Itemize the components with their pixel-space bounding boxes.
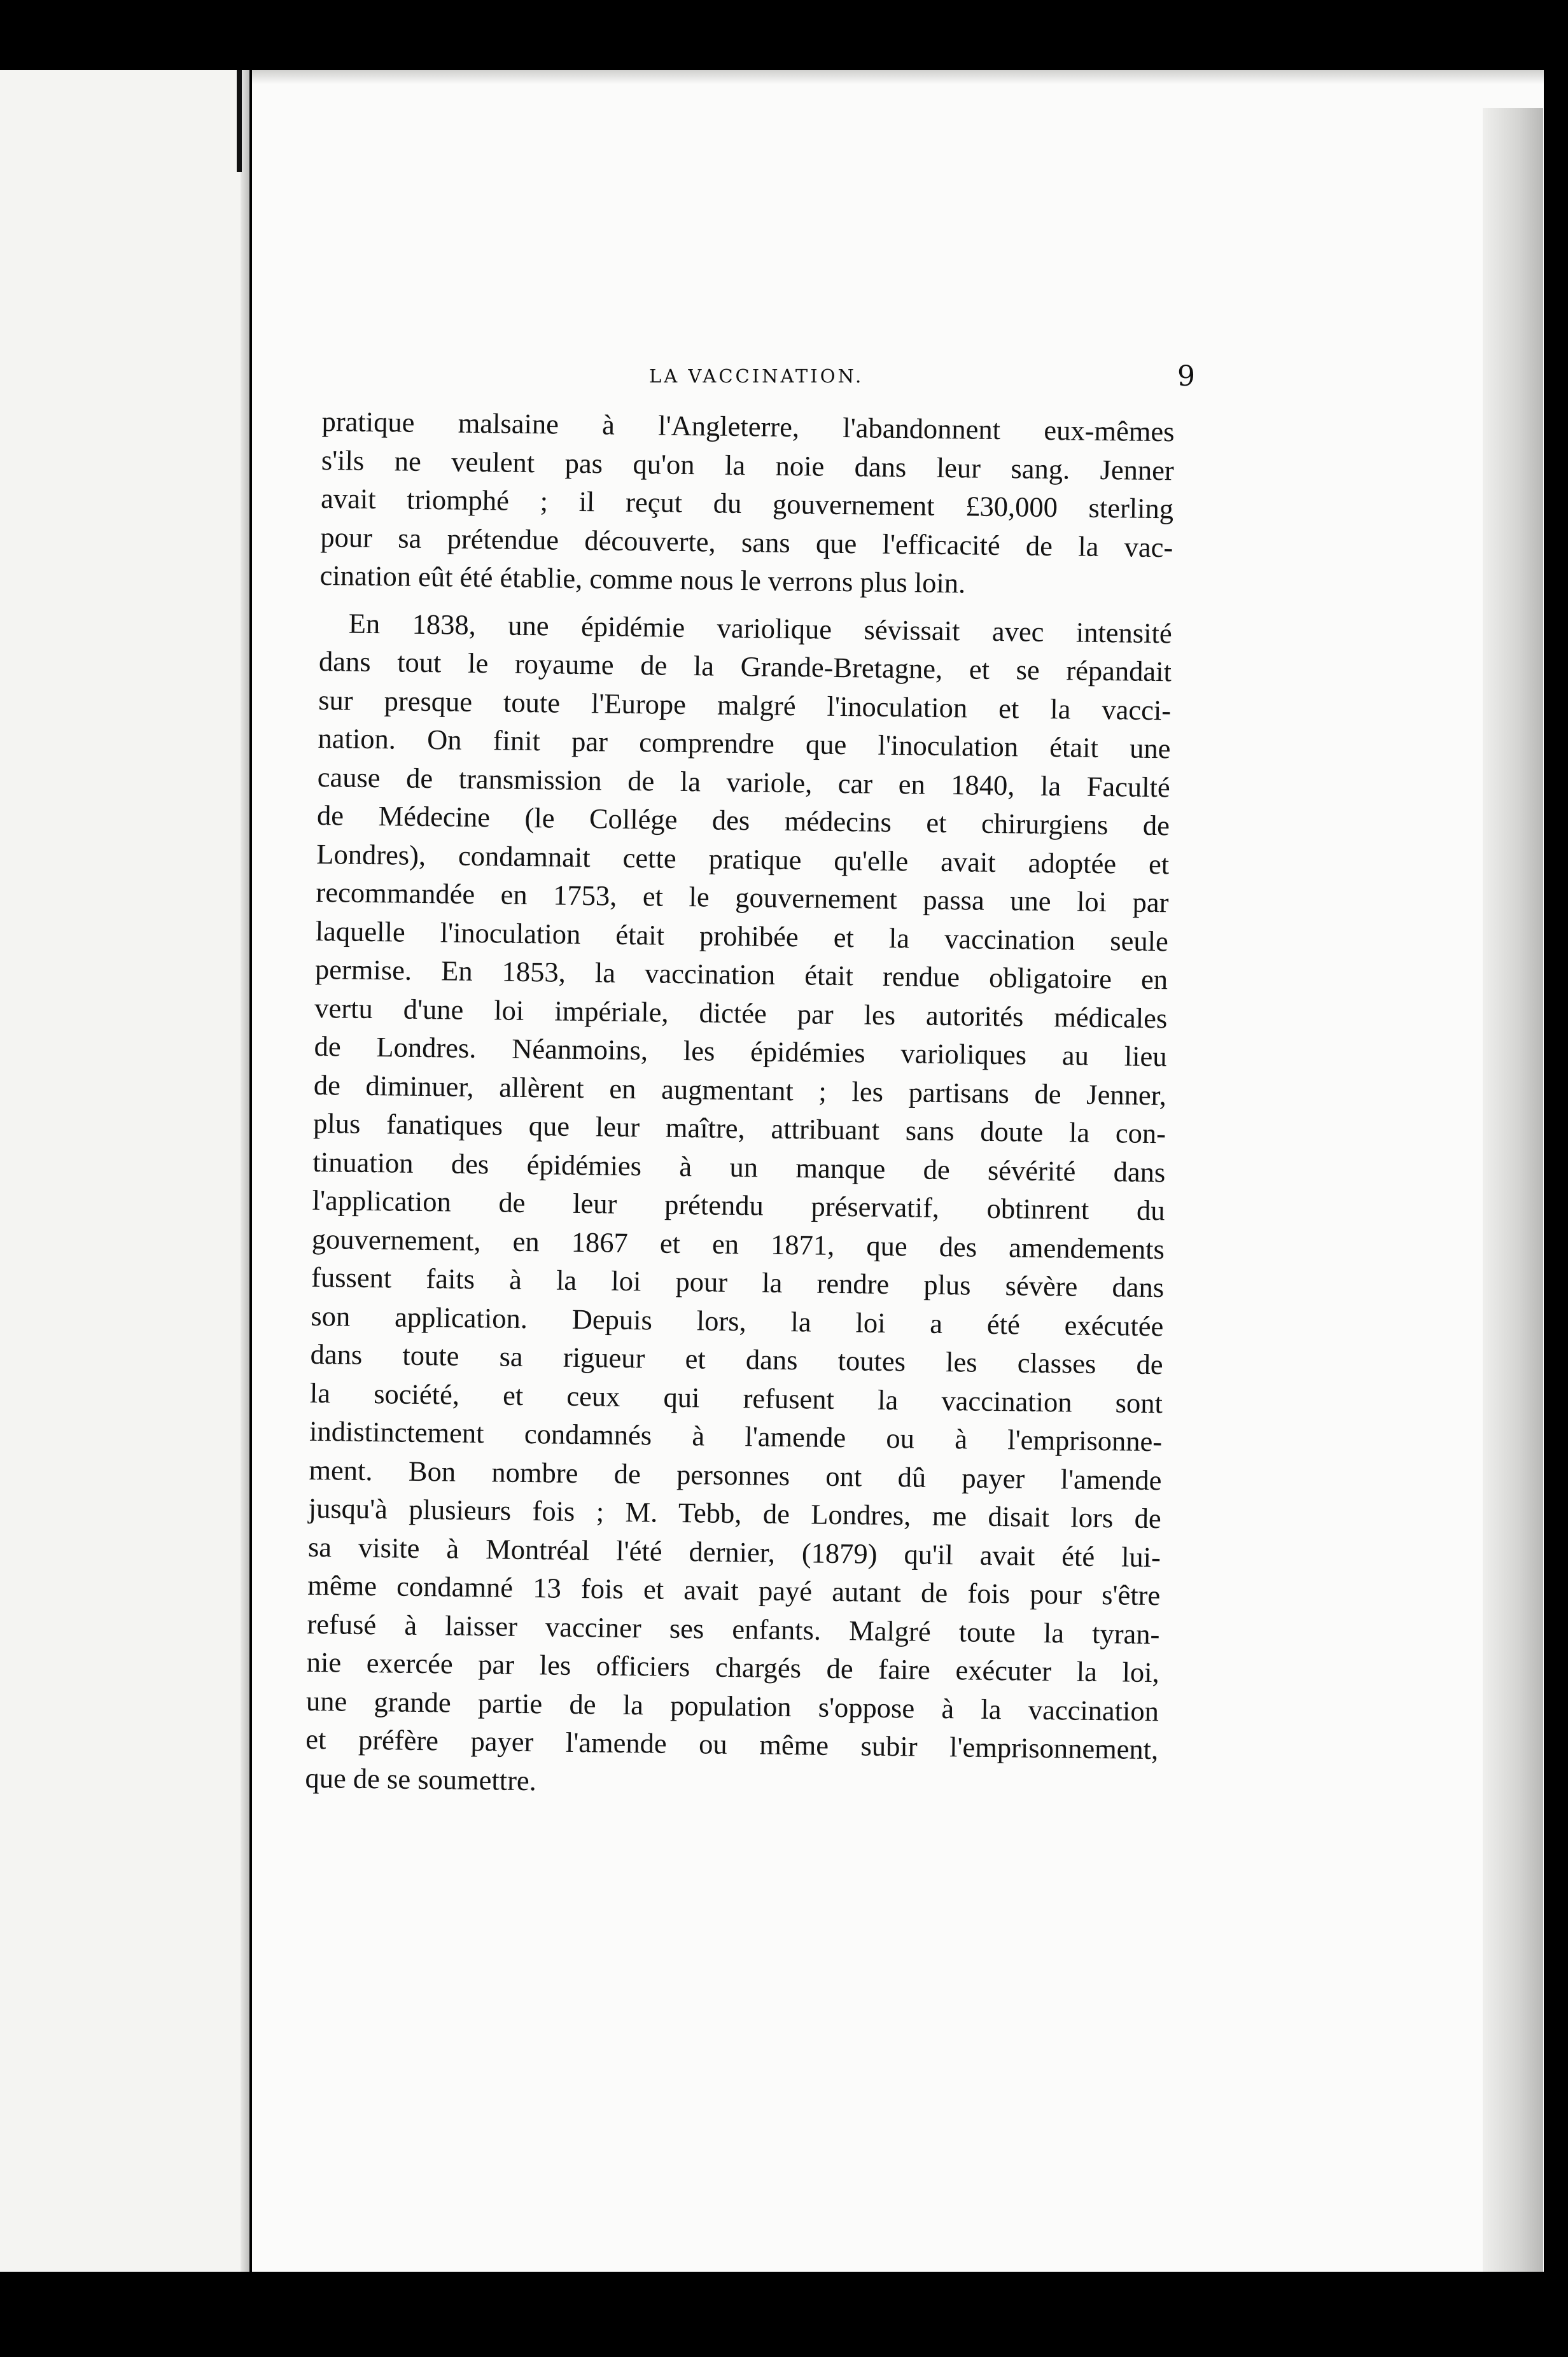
text-line: l'application de leur prétendu préservatif, obtinrent du <box>312 1184 1165 1227</box>
binding-mark <box>237 70 242 172</box>
text-line: de Médecine (le Collége des médecins et chirurgiens de <box>316 799 1170 842</box>
page-top-edge <box>252 70 1544 84</box>
text-line: une grande partie de la population s'oppose à la vaccination <box>305 1684 1159 1727</box>
gutter-shadow <box>241 70 249 2272</box>
text-line: gouvernement, en 1867 et en 1871, que des amendements <box>311 1222 1165 1265</box>
text-line: sur presque toute l'Europe malgré l'inoculation et la vacci- <box>318 683 1172 726</box>
text-line: fussent faits à la loi pour la rendre plus sévère dans <box>311 1261 1165 1304</box>
text-line: pour sa prétendue découverte, sans que l'efficacité de la vac- <box>320 521 1173 563</box>
main-text <box>305 402 1175 1807</box>
text-line: indistinctement condamnés à l'amende ou à l'emprisonne- <box>309 1415 1163 1458</box>
paragraph-1 <box>319 402 1175 605</box>
text-line: dans tout le royaume de la Grande-Bretagne, et se répandait <box>318 645 1172 688</box>
text-line: même condamné 13 fois et avait payé autant de fois pour s'être <box>307 1569 1161 1612</box>
text-line: cination eût été établie, comme nous le verrons plus loin. <box>319 559 966 599</box>
text-line: tinuation des épidémies à un manque de sévérité dans <box>312 1145 1166 1188</box>
running-title: LA VACCINATION. <box>649 365 864 387</box>
text-line: dans toute sa rigueur et dans toutes les classes de <box>310 1338 1163 1381</box>
text-line: son application. Depuis lors, la loi a été exécutée <box>311 1299 1164 1342</box>
page-number: 9 <box>1177 360 1195 393</box>
text-line: cause de transmission de la variole, car en 1840, la Faculté <box>317 760 1171 803</box>
text-line: que de se soumettre. <box>305 1761 537 1796</box>
page-right-edge <box>1483 108 1543 2272</box>
text-line: ment. Bon nombre de personnes ont dû payer l'amende <box>309 1453 1162 1496</box>
left-page <box>0 70 249 2272</box>
text-line: En 1838, une épidémie variolique sévissait avec intensité <box>348 607 1172 649</box>
text-line: plus fanatiques que leur maître, attribuant sans doute la con- <box>312 1107 1166 1150</box>
text-line: pratique malsaine à l'Angleterre, l'abandonnent eux-mêmes <box>321 405 1175 448</box>
text-line: s'ils ne veulent pas qu'on la noie dans leur sang. Jenner <box>321 444 1175 486</box>
text-line: permise. En 1853, la vaccination était rendue obligatoire en <box>314 953 1168 996</box>
text-line: jusqu'à plusieurs fois ; M. Tebb, de Londres, me disait lors de <box>308 1492 1161 1535</box>
text-line: laquelle l'inoculation était prohibée et la vaccination seule <box>315 914 1169 957</box>
text-line: vertu d'une loi impériale, dictée par les autorités médicales <box>314 991 1168 1034</box>
text-line: avait triomphé ; il reçut du gouvernement £30,000 sterling <box>320 482 1174 525</box>
text-line: sa visite à Montréal l'été dernier, (1879) qu'il avait été lui- <box>307 1530 1161 1573</box>
text-line: la société, et ceux qui refusent la vaccination sont <box>309 1376 1163 1419</box>
paragraph-2 <box>305 603 1172 1807</box>
text-line: nie exercée par les officiers chargés de faire exécuter la loi, <box>306 1646 1160 1689</box>
text-line: de Londres. Néanmoins, les épidémies varioliques au lieu <box>314 1030 1167 1073</box>
text-line: nation. On finit par comprendre que l'inoculation était une <box>318 722 1171 765</box>
text-line: refusé à laisser vacciner ses enfants. Malgré toute la tyran- <box>307 1607 1160 1650</box>
text-line: de diminuer, allèrent en augmentant ; les partisans de Jenner, <box>313 1068 1167 1111</box>
text-line: et préfère payer l'amende ou même subir l'emprisonnement, <box>305 1723 1159 1766</box>
text-line: recommandée en 1753, et le gouvernement passa une loi par <box>316 876 1169 919</box>
text-line: Londres), condamnait cette pratique qu'elle avait adoptée et <box>316 837 1170 880</box>
